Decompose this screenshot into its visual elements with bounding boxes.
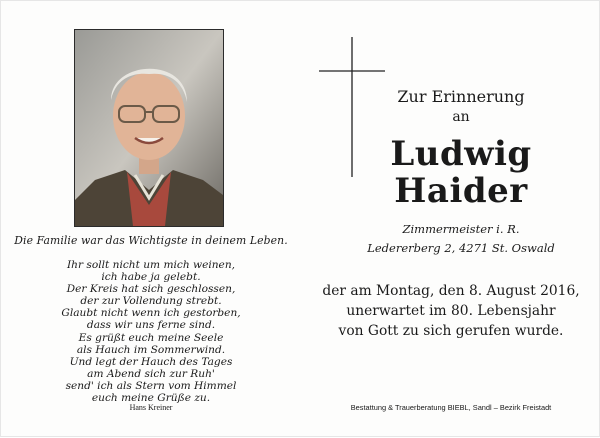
announcement-line: der am Montag, den 8. August 2016,	[322, 283, 580, 299]
funeral-home-footer: Bestattung & Trauerberatung BIEBL, Sandl – Bezirk Freistadt	[350, 403, 552, 412]
poem-line: dass wir uns ferne sind.	[86, 319, 216, 332]
profession-text: Zimmermeister i. R.	[402, 222, 520, 236]
an-text: an	[452, 109, 470, 125]
motto-text: Die Familie war das Wichtigste in deinem Leben.	[14, 234, 288, 247]
poem-line: der zur Vollendung strebt.	[80, 295, 222, 308]
poem-line: Und legt der Hauch des Tages	[69, 355, 233, 368]
poem-line: Glaubt nicht wenn ich gestorben,	[61, 307, 241, 320]
portrait-photo	[74, 29, 224, 227]
last-name: Haider	[394, 171, 528, 211]
poem	[1, 259, 301, 404]
poem-line: send' ich als Stern vom Himmel	[65, 379, 237, 392]
poem-line: Der Kreis hat sich geschlossen,	[66, 283, 236, 296]
heading-text: Zur Erinnerung	[397, 87, 525, 106]
left-panel	[1, 1, 301, 438]
poem-line: am Abend sich zur Ruh'	[87, 367, 215, 380]
poem-line: euch meine Grüße zu.	[91, 392, 211, 405]
portrait-image	[75, 30, 223, 226]
announcement	[301, 281, 600, 341]
first-name: Ludwig	[390, 134, 532, 174]
poem-author: Hans Kreiner	[129, 403, 173, 412]
poem-line: als Hauch im Sommerwind.	[76, 343, 226, 356]
announcement-line: von Gott zu sich gerufen wurde.	[338, 323, 564, 339]
poem-line: Ihr sollt nicht um mich weinen,	[66, 259, 236, 271]
announcement-line: unerwartet im 80. Lebensjahr	[346, 303, 556, 319]
poem-line: ich habe ja gelebt.	[101, 271, 201, 284]
address-text: Ledererberg 2, 4271 St. Oswald	[367, 241, 555, 255]
poem-line: Es grüßt euch meine Seele	[78, 331, 224, 344]
right-panel	[301, 1, 600, 438]
